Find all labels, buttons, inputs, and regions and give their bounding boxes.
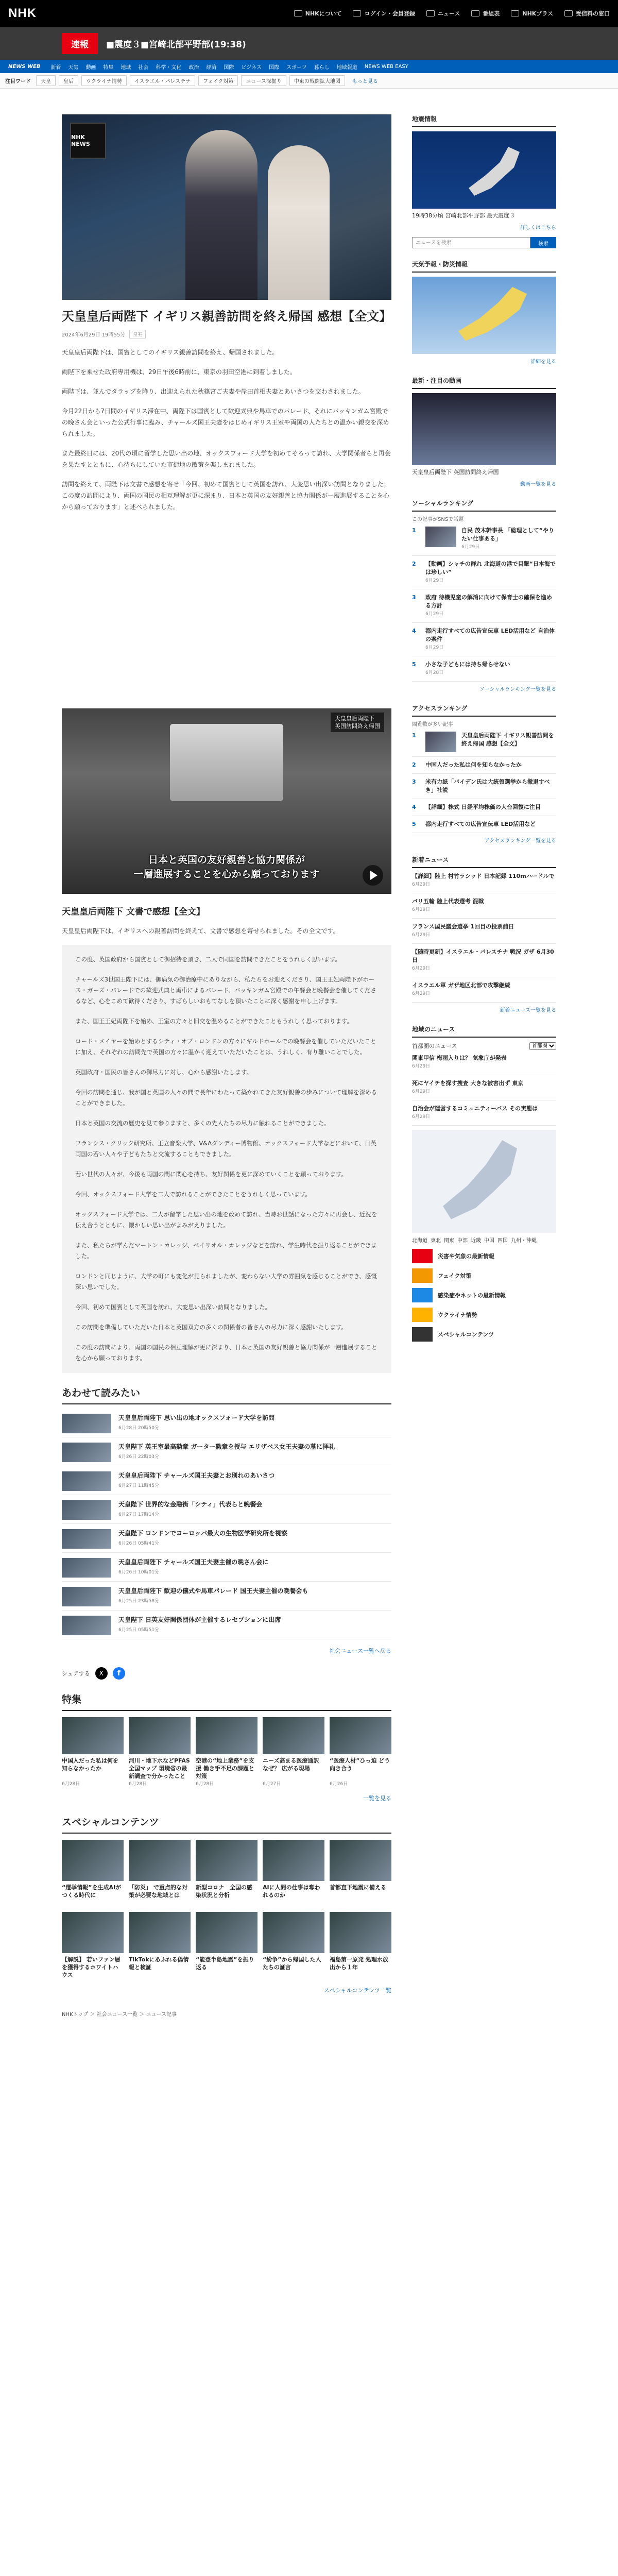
article-date: 2024年6月29日 19時55分 <box>62 332 126 338</box>
tag[interactable]: イスラエル・パレスチナ <box>130 75 195 86</box>
region-select[interactable] <box>529 1042 556 1050</box>
full-text-paragraph: ロード・メイヤーを始めとするシティ・オブ・ロンドンの方々にギルドホールでの晩餐会を催していただいたことに加え、それぞれの訪問先で英国の方々に温かく迎えていただいたことは、うれしく、有り難いことでした。 <box>75 1038 376 1056</box>
news-title: パリ五輪 陸上代表選考 混戦 <box>412 898 484 905</box>
access-item[interactable] <box>412 799 556 816</box>
feature-date: 6月27日 <box>263 1782 281 1787</box>
article-paragraph: また最終日には、20代の頃に留学した思い出の地、オックスフォード大学を初めてそろって訪れ、大学関係者らと再会を果たすとともに、心待ちにしていた市街地の散策を楽しまれました。 <box>62 450 391 468</box>
feature-date: 6月28日 <box>62 1782 80 1787</box>
news-item[interactable] <box>412 868 556 893</box>
special-grid <box>62 1840 391 1979</box>
related-title: 天皇陛下 英王室最高勲章 ガーター勲章を授与 エリザベス女王夫妻の墓に拝礼 <box>118 1443 335 1450</box>
article-column <box>62 114 391 2018</box>
banner-link[interactable] <box>412 1249 556 1263</box>
related-title: 天皇皇后両陛下 チャールズ国王夫妻主催の晩さん会に <box>118 1558 269 1566</box>
fee-icon <box>564 10 573 16</box>
photo-figure <box>268 145 330 300</box>
feature-image <box>263 1717 324 1754</box>
full-text-paragraph: フランシス・クリック研究所、王立音楽大学、V&Aダンディー博物館、オックスフォード大学などにおいて、日英両国の若い人々や子どもたちと交流することもできました。 <box>75 1140 377 1158</box>
tags-more-link[interactable]: もっと見る <box>352 79 378 84</box>
search-input[interactable] <box>412 237 530 248</box>
nav-item[interactable]: 国際 <box>224 64 234 71</box>
special-card[interactable] <box>263 1840 324 1907</box>
full-text-paragraph: また、私たちが学んだマートン・カレッジ、ベイリオル・カレッジなどを訪れ、学生時代を振り返ることができました。 <box>75 1242 377 1260</box>
feature-title: 空港の“地上業務”を支援 働き手不足の課題と対策 <box>196 1757 254 1780</box>
full-text-paragraph: 今回、初めて国賓として英国を訪れ、大変思い出深い訪問となりました。 <box>75 1303 271 1311</box>
weather-heading: 天気予報・防災情報 <box>412 260 556 273</box>
access-item[interactable] <box>412 757 556 774</box>
quake-more-link[interactable]: 詳しくはこちら <box>520 225 556 231</box>
related-thumbnail <box>62 1471 111 1491</box>
special-title: “紛争”から帰国した人たちの証言 <box>263 1956 321 1971</box>
related-thumbnail <box>62 1500 111 1520</box>
access-title: 天皇皇后両陛下 イギリス親善訪問を終え帰国 感想【全文】 <box>461 732 554 747</box>
article-paragraph: 訪問を終えて、両陛下は文書で感想を寄せ「今回、初めて国賓として英国を訪れ、大変思い出深い訪問となりました。この度の訪問により、両国の国民の相互理解が更に深まり、日本と英国の友好親善と協力関係が一層進展することを心から願っております」と述べられました。 <box>62 481 390 511</box>
ranking-item[interactable] <box>412 656 556 682</box>
news-date: 6月29日 <box>412 991 431 996</box>
region-link[interactable]: 四国 <box>497 1238 508 1244</box>
related-thumbnail <box>62 1529 111 1549</box>
article-paragraph: 今月22日から7日間のイギリス滞在中、両陛下は国賓として歓迎式典や馬車でのパレード、それにバッキンガム宮殿での晩さん会といった公式行事に臨み、チャールズ国王夫妻をはじめイギリス王室や両国の人たちとの温かい親交を深められました。 <box>62 408 389 437</box>
full-text-paragraph: 英国政府・国民の皆さんの御尽力に対し、心から感謝いたします。 <box>75 1069 253 1076</box>
special-card[interactable] <box>62 1840 124 1907</box>
feature-card[interactable] <box>62 1717 124 1787</box>
category-chip[interactable]: 皇室 <box>129 330 146 338</box>
feature-image <box>330 1717 391 1754</box>
hero-image <box>62 114 391 300</box>
access-ranking-heading: アクセスランキング <box>412 704 556 717</box>
full-text-paragraph: 若い世代の人々が、今後も両国の間に関心を持ち、友好関係を更に深めていくことを願っております。 <box>75 1171 348 1178</box>
special-image <box>196 1912 258 1953</box>
news-web-brand[interactable]: NEWS WEB <box>8 63 41 70</box>
banner-label: フェイク対策 <box>438 1273 472 1279</box>
trending-tags <box>0 73 618 89</box>
region-link[interactable]: 近畿 <box>471 1238 481 1244</box>
related-date: 6月27日 11時45分 <box>118 1483 159 1488</box>
related-thumbnail <box>62 1587 111 1606</box>
tag[interactable]: 中東の戦闘拡大地図 <box>289 75 345 86</box>
access-title: 中国人だった私は何を知らなかったか <box>425 761 522 768</box>
back-to-list-link[interactable]: 社会ニュース一覧へ戻る <box>329 1648 391 1654</box>
social-ranking-more[interactable]: ソーシャルランキング一覧を見る <box>479 687 556 692</box>
rank-number: 4 <box>412 804 416 810</box>
local-tab[interactable]: 首都圏のニュース <box>412 1043 457 1049</box>
banner-icon <box>412 1308 433 1322</box>
feature-image <box>129 1717 191 1754</box>
special-image <box>330 1840 391 1881</box>
article-meta <box>62 330 391 338</box>
full-text-paragraph: オックスフォード大学では、二人が留学した思い出の地を改めて訪れ、当時お世話になった方々に再会し、近況を伝え合うとともに、懐かしい思い出がよみがえりました。 <box>75 1211 377 1229</box>
article-video[interactable] <box>62 708 391 894</box>
related-thumbnail <box>62 1443 111 1462</box>
search-box <box>412 237 556 248</box>
ranking-title: 都内走行すべての広告宣伝車 LED活用など 自治体の案件 <box>425 628 555 642</box>
article-paragraph: 両陛下を乗せた政府専用機は、29日午後6時前に、東京の羽田空港に到着しました。 <box>62 368 296 376</box>
ranking-date: 6月29日 <box>461 545 480 550</box>
special-card[interactable] <box>330 1840 391 1907</box>
special-card[interactable] <box>129 1912 191 1979</box>
share-label: シェアする <box>62 1670 90 1677</box>
full-text-paragraph: ロンドンと同じように、大学の町にも変化が見られましたが、変わらない大学の雰囲気を感じることができ、感慨深い思いでした。 <box>75 1273 377 1291</box>
banner-link[interactable] <box>412 1327 556 1342</box>
banner-icon <box>412 1249 433 1263</box>
special-card[interactable] <box>330 1912 391 1979</box>
feature-title: ニーズ高まる医療通訳 なぜ？ 広がる現場 <box>263 1757 319 1772</box>
video-caption-line: 日本と英国の友好親善と協力関係が <box>148 854 305 866</box>
nav-item[interactable]: スポーツ <box>286 64 307 71</box>
local-title: 関東甲信 梅雨入りは？ 気象庁が発表 <box>412 1055 507 1061</box>
nav-item[interactable]: ビジネス <box>241 64 262 71</box>
banner-icon <box>412 1268 433 1283</box>
features-more-link[interactable]: 一覧を見る <box>363 1795 391 1802</box>
breaking-badge: 速報 <box>62 33 98 54</box>
nhk-news-logo: NHK NEWS <box>70 123 106 159</box>
banner-label: 感染症やネットの最新情報 <box>438 1292 506 1299</box>
x-share-icon[interactable]: X <box>95 1667 108 1680</box>
special-title: “能登半島地震”を振り返る <box>196 1956 254 1971</box>
access-title: 【詳細】株式 日経平均株価の大台回復に注目 <box>425 804 541 810</box>
ranking-title: 小さな子どもには持ち帰らせない <box>425 661 510 668</box>
region-links <box>412 1236 556 1244</box>
banner-link[interactable] <box>412 1308 556 1322</box>
feature-title: 河川・地下水などPFAS全国マップ 環境省の最新調査で分かったこと <box>129 1757 190 1780</box>
news-date: 6月29日 <box>412 966 431 971</box>
ranking-date: 6月29日 <box>425 612 444 617</box>
tag[interactable]: ウクライナ情勢 <box>81 75 127 86</box>
banner-label: 災害や気象の最新情報 <box>438 1253 494 1260</box>
link-icon <box>294 10 302 16</box>
related-date: 6月26日 05時41分 <box>118 1541 159 1546</box>
banner-link[interactable] <box>412 1268 556 1283</box>
news-date: 6月29日 <box>412 907 431 912</box>
header-link[interactable]: NHKプラス <box>511 9 553 18</box>
feature-card[interactable] <box>196 1717 258 1787</box>
main-nav <box>0 60 618 73</box>
play-icon[interactable] <box>363 865 383 886</box>
ranking-date: 6月29日 <box>425 578 444 583</box>
rank-number: 2 <box>412 761 416 768</box>
full-text-paragraph: この訪問を準備していただいた日本と英国双方の多くの関係者の皆さんの尽力に深く感謝いたします。 <box>75 1324 348 1331</box>
new-news-more[interactable]: 新着ニュース一覧を見る <box>500 1008 556 1013</box>
header-links <box>294 9 610 18</box>
social-ranking-sub: この記事がSNSで話題 <box>412 517 464 522</box>
video-caption <box>93 853 360 882</box>
related-title: 天皇陛下 日英友好関係団体が主催するレセプションに出席 <box>118 1616 281 1623</box>
nav-item[interactable]: NEWS WEB EASY <box>364 63 408 70</box>
full-text-paragraph: また、国王王妃両陛下を始め、王室の方々と旧交を温めることができたこともうれしく思っております。 <box>75 1018 353 1025</box>
local-date: 6月29日 <box>412 1089 431 1094</box>
related-item[interactable] <box>62 1437 391 1466</box>
special-image <box>62 1840 124 1881</box>
video-stamp <box>331 713 384 732</box>
video-caption-line: 一層進展することを心から願っております <box>133 869 320 880</box>
special-image <box>196 1840 258 1881</box>
feature-image <box>196 1717 258 1754</box>
banner-icon <box>412 1288 433 1302</box>
access-ranking-more[interactable]: アクセスランキング一覧を見る <box>484 838 556 844</box>
header-link[interactable]: NHKについて <box>294 9 342 18</box>
feature-date: 6月28日 <box>196 1782 214 1787</box>
ranking-date: 6月28日 <box>425 670 444 675</box>
nav-item[interactable]: 特集 <box>103 64 114 71</box>
region-link[interactable]: 関東 <box>444 1238 454 1244</box>
related-date: 6月25日 23時58分 <box>118 1599 159 1604</box>
related-item[interactable] <box>62 1611 391 1639</box>
facebook-share-icon[interactable]: f <box>113 1667 125 1680</box>
rank-number: 2 <box>412 561 416 567</box>
news-title: フランス国民議会選挙 1回目の投票前日 <box>412 923 514 930</box>
special-title: 福島第一原発 処理水放出から１年 <box>330 1956 388 1971</box>
login-icon <box>353 10 361 16</box>
region-link[interactable]: 中部 <box>457 1238 468 1244</box>
news-date: 6月29日 <box>412 933 431 938</box>
special-title: AIに人間の仕事は奪われるのか <box>263 1884 320 1899</box>
related-thumbnail <box>62 1616 111 1635</box>
features-grid <box>62 1717 391 1787</box>
header-link[interactable]: 番組表 <box>471 9 500 18</box>
ranking-item[interactable] <box>412 556 556 589</box>
related-title: 天皇陛下 ロンドンでヨーロッパ最大の生物医学研究所を視察 <box>118 1530 287 1537</box>
access-title: 米有力紙「バイデン氏は大統領選挙から撤退すべき」社説 <box>425 778 550 793</box>
ranking-date: 6月29日 <box>425 645 444 650</box>
region-link[interactable]: 九州・沖縄 <box>511 1238 537 1244</box>
rank-number: 4 <box>412 628 416 634</box>
access-item[interactable] <box>412 816 556 833</box>
subheading: 天皇皇后両陛下 文書で感想【全文】 <box>62 907 205 917</box>
article-title: 天皇皇后両陛下 イギリス親善訪問を終え帰国 感想【全文】 <box>62 309 392 324</box>
tag[interactable]: 天皇 <box>36 75 56 86</box>
feature-date: 6月28日 <box>129 1782 147 1787</box>
news-title: イスラエル軍 ガザ地区北部で攻撃継続 <box>412 982 510 989</box>
nav-item[interactable]: 暮らし <box>314 64 330 71</box>
bottom-breadcrumb[interactable]: NHKトップ ＞ 社会ニュース一覧 ＞ ニュース記事 <box>62 2012 177 2018</box>
related-title: 天皇皇后両陛下 歓迎の儀式や馬車パレード 国王夫妻主催の晩餐会も <box>118 1587 308 1595</box>
special-more-link[interactable]: スペシャルコンテンツ一覧 <box>323 1987 391 1994</box>
nav-item[interactable]: 政治 <box>188 64 199 71</box>
full-text-paragraph: 日本と英国の交流の歴史を見て参りますと、多くの先人たちの尽力に触れることができました。 <box>75 1120 330 1127</box>
banner-label: スペシャルコンテンツ <box>438 1331 494 1338</box>
news-item[interactable] <box>412 944 556 977</box>
local-item[interactable] <box>412 1050 556 1075</box>
local-news-heading: 地域のニュース <box>412 1025 556 1038</box>
nhk-logo[interactable]: NHK <box>8 6 37 20</box>
quake-caption: 19時38分頃 宮崎北部平野部 最大震度３ <box>412 212 515 219</box>
banner-link[interactable] <box>412 1288 556 1302</box>
social-ranking-heading: ソーシャルランキング <box>412 499 556 512</box>
special-title: “選挙情報”を生成AIがつくる時代に <box>62 1884 122 1899</box>
full-text-paragraph: この度の訪問により、両国の国民の相互理解が更に深まり、日本と英国の友好親善と協力関係が一層進展することを心から願っております。 <box>75 1344 377 1362</box>
local-item[interactable] <box>412 1075 556 1100</box>
ranking-title: 政府 待機児童の解消に向けて保育士の確保を進める方針 <box>425 594 552 609</box>
special-heading: スペシャルコンテンツ <box>62 1815 391 1834</box>
related-title: 天皇陛下 世界的な金融街「シティ」代表らと晩餐会 <box>118 1501 263 1508</box>
search-button[interactable]: 検索 <box>530 237 556 248</box>
feature-title: 中国人だった私は何を知らなかったか <box>62 1757 118 1772</box>
video-stamp-line: 天皇皇后両陛下 <box>335 715 374 722</box>
related-title: 天皇皇后両陛下 思い出の地オックスフォード大学を訪問 <box>118 1414 275 1421</box>
full-text-paragraph: 今回の訪問を通じ、我が国と英国の人々の間で長年にわたって築かれてきた友好親善の歩みについて理解を深めることができました。 <box>75 1089 377 1107</box>
header-link[interactable]: 受信料の窓口 <box>564 9 610 18</box>
sidebar <box>412 114 556 1342</box>
full-text-paragraph: チャールズ3世国王陛下には、御病気の御治療中にありながら、私たちをお迎えくださり、国王王妃両陛下がホース・ガーズ・パレードでの歓迎式典と馬車によるパレード、バッキンガム宮殿での午餐会と晩餐会を催してくださるなど、心をこめて歓待くださり、すばらしいおもてなしを頂いたことに深く感謝を申し上げます。 <box>75 976 376 1005</box>
related-date: 6月26日 22時03分 <box>118 1454 159 1460</box>
latest-video-caption[interactable]: 天皇皇后両陛下 英国訪問終え帰国 <box>412 469 499 476</box>
related-thumbnail <box>62 1414 111 1433</box>
feature-card[interactable] <box>263 1717 324 1787</box>
nav-item[interactable]: 天気 <box>68 64 79 71</box>
feature-title: “医療人材”ひっ迫 どう向き合う <box>330 1757 390 1772</box>
related-item[interactable] <box>62 1524 391 1553</box>
special-image <box>129 1912 191 1953</box>
ranking-item[interactable] <box>412 589 556 623</box>
special-title: 首都直下地震に備える <box>330 1884 386 1891</box>
full-text-box <box>62 945 391 1373</box>
rank-number: 5 <box>412 661 416 668</box>
top-bar <box>0 0 618 27</box>
ranking-title: 自民 茂木幹事長 「総理として“やりたい仕事ある」 <box>461 527 554 542</box>
ranking-title: 【動画】シャチの群れ 北海道の港で目撃“日本海では珍しい” <box>425 561 556 575</box>
region-map[interactable] <box>412 1130 556 1233</box>
feature-date: 6月26日 <box>330 1782 348 1787</box>
schedule-icon <box>471 10 479 16</box>
special-card[interactable] <box>196 1912 258 1979</box>
special-title: 新型コロナ 全国の感染状況と分析 <box>196 1884 252 1899</box>
quake-map[interactable] <box>412 131 556 209</box>
rank-number: 1 <box>412 527 416 534</box>
nav-item[interactable]: 地域報道 <box>336 64 357 71</box>
weather-more-link[interactable]: 詳細を見る <box>530 359 556 365</box>
photo-figure <box>185 130 258 300</box>
tag[interactable]: ニュース深掘り <box>241 75 286 86</box>
special-title: 【解説】 若いファン層を獲得するホワイトハウス <box>62 1956 121 1978</box>
nav-item[interactable]: 社会 <box>138 64 149 71</box>
nav-item[interactable]: 新着 <box>50 64 61 71</box>
related-item[interactable] <box>62 1409 391 1437</box>
special-card[interactable] <box>263 1912 324 1979</box>
tags-label: 注目ワード <box>5 79 31 84</box>
feature-card[interactable] <box>330 1717 391 1787</box>
news-icon <box>426 10 435 16</box>
video-frame <box>170 724 283 801</box>
nav-item[interactable]: 国際 <box>269 64 280 71</box>
related-title: 天皇皇后両陛下 チャールズ国王夫妻とお別れのあいさつ <box>118 1472 275 1479</box>
banner-label: ウクライナ情勢 <box>438 1312 477 1318</box>
feature-image <box>62 1717 124 1754</box>
related-date: 6月26日 10時01分 <box>118 1570 159 1575</box>
banner-icon <box>412 1327 433 1342</box>
new-news-heading: 新着ニュース <box>412 855 556 868</box>
nav-item[interactable]: 動画 <box>85 64 96 71</box>
news-item[interactable] <box>412 977 556 1003</box>
quake-heading: 地震情報 <box>412 114 556 127</box>
latest-video-heading: 最新・注目の動画 <box>412 376 556 389</box>
ranking-item[interactable] <box>412 522 556 556</box>
special-image <box>330 1912 391 1953</box>
related-date: 6月25日 05時51分 <box>118 1628 159 1633</box>
ranking-thumb <box>425 527 456 547</box>
special-title: 「防災」 で重点的な対策が必要な地域とは <box>129 1884 187 1899</box>
article-paragraph: 天皇皇后両陛下は、国賓としてのイギリス親善訪問を終え、帰国されました。 <box>62 349 279 356</box>
sub-intro: 天皇皇后両陛下は、イギリスへの親善訪問を終えて、文書で感想を寄せられました。その全文です。 <box>62 927 339 935</box>
nav-item[interactable]: 経済 <box>206 64 217 71</box>
access-item[interactable] <box>412 774 556 799</box>
tag[interactable]: フェイク対策 <box>198 75 238 86</box>
news-date: 6月29日 <box>412 882 431 887</box>
local-title: 自治会が運営するコミュニティーバス その実態は <box>412 1105 538 1112</box>
latest-video-thumb[interactable] <box>412 393 556 465</box>
full-text-paragraph: 今回、オックスフォード大学を二人で訪れることができたことをうれしく思っています。 <box>75 1191 312 1198</box>
ranking-item[interactable] <box>412 623 556 656</box>
article-paragraph: 両陛下は、並んでタラップを降り、出迎えられた秋篠宮ご夫妻や岸田首相夫妻とあいさつを交わされました。 <box>62 388 365 395</box>
rank-number: 5 <box>412 821 416 827</box>
related-heading: あわせて読みたい <box>62 1385 391 1404</box>
local-title: 死にヤイチを探す捜査 大きな被害出ず 東京 <box>412 1080 524 1087</box>
related-thumbnail <box>62 1558 111 1578</box>
related-date: 6月28日 20時50分 <box>118 1426 159 1431</box>
related-item[interactable] <box>62 1553 391 1582</box>
full-text-paragraph: この度、英国政府から国賓として御招待を頂き、二人で同国を訪問できたことをうれしく思います。 <box>75 956 341 963</box>
news-item[interactable] <box>412 919 556 944</box>
region-link[interactable]: 北海道 <box>412 1238 427 1244</box>
feature-card[interactable] <box>129 1717 191 1787</box>
news-title: 【随時更新】イスラエル・パレスチナ 戦況 ガザ 6月30日 <box>412 948 554 963</box>
news-item[interactable] <box>412 893 556 919</box>
header-link[interactable]: ニュース <box>426 9 460 18</box>
news-title: 【詳細】陸上 村竹ラシッド 日本記録 110mハードルで <box>412 873 555 879</box>
special-image <box>263 1912 324 1953</box>
nav-item[interactable]: 地域 <box>121 64 131 71</box>
related-list <box>62 1409 391 1639</box>
related-date: 6月27日 17時14分 <box>118 1512 159 1517</box>
special-card[interactable] <box>62 1912 124 1979</box>
features-heading: 特集 <box>62 1692 391 1711</box>
local-date: 6月29日 <box>412 1064 431 1069</box>
special-image <box>62 1912 124 1953</box>
latest-video-more[interactable]: 動画一覧を見る <box>520 482 556 487</box>
rank-number: 3 <box>412 778 416 785</box>
access-thumb <box>425 732 456 752</box>
special-card[interactable] <box>196 1840 258 1907</box>
rank-number: 3 <box>412 594 416 601</box>
share-row <box>62 1667 391 1680</box>
region-link[interactable]: 中国 <box>484 1238 494 1244</box>
local-item[interactable] <box>412 1100 556 1126</box>
special-card[interactable] <box>129 1840 191 1907</box>
region-link[interactable]: 東北 <box>431 1238 441 1244</box>
related-item[interactable] <box>62 1582 391 1611</box>
plus-icon <box>511 10 519 16</box>
special-image <box>263 1840 324 1881</box>
nav-item[interactable]: 科学・文化 <box>156 64 182 71</box>
related-item[interactable] <box>62 1495 391 1524</box>
local-tabs <box>412 1042 556 1050</box>
header-link[interactable]: ログイン・会員登録 <box>353 9 415 18</box>
tag[interactable]: 皇后 <box>59 75 78 86</box>
breaking-news-bar[interactable] <box>0 27 618 60</box>
breaking-text[interactable]: ■震度３■宮崎北部平野部(19:38) <box>106 39 246 50</box>
weather-map[interactable] <box>412 277 556 354</box>
special-image <box>129 1840 191 1881</box>
rank-number: 1 <box>412 732 416 739</box>
access-item[interactable] <box>412 727 556 757</box>
special-title: TikTokにあふれる偽情報と検証 <box>129 1956 189 1971</box>
access-ranking-sub: 閲覧数が多い記事 <box>412 722 453 727</box>
access-title: 都内走行すべての広告宣伝車 LED活用など <box>425 821 536 827</box>
local-date: 6月29日 <box>412 1114 431 1120</box>
video-stamp-line: 英国訪問終え帰国 <box>335 723 380 730</box>
related-item[interactable] <box>62 1466 391 1495</box>
